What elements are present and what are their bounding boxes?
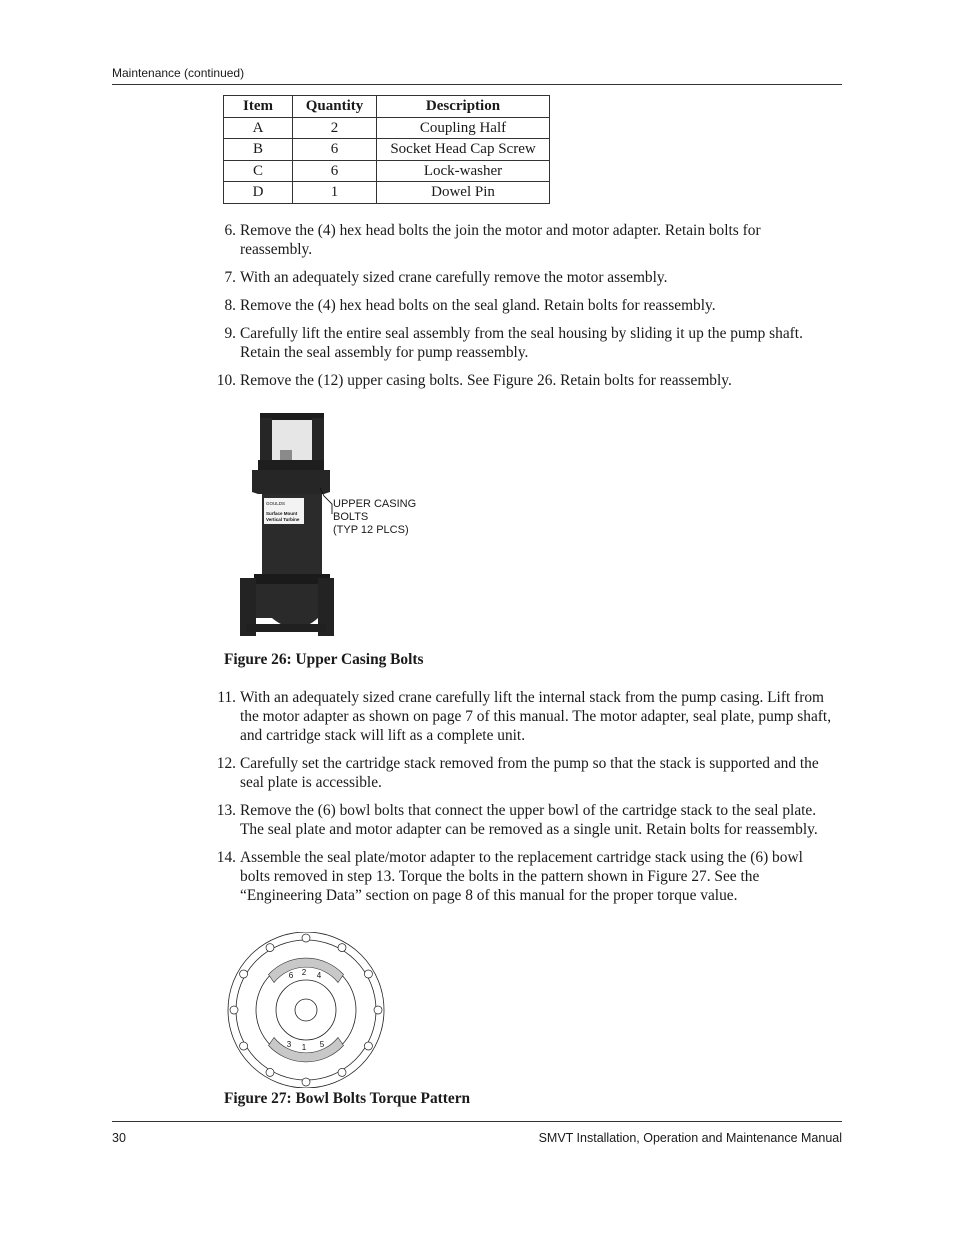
table-cell-item: D <box>224 182 293 204</box>
list-item <box>210 801 835 839</box>
list-item <box>210 221 835 259</box>
table-cell-item: A <box>224 117 293 139</box>
flange-bolt-hole <box>338 944 346 952</box>
header-rule <box>112 84 842 85</box>
step-text: Remove the (4) hex head bolts the join the motor and motor adapter. Retain bolts for reassembly. <box>240 222 761 258</box>
column-header-quantity: Quantity <box>293 96 377 118</box>
bolt-label-3: 3 <box>286 1040 292 1049</box>
step-number: 12. <box>216 755 236 772</box>
table-row <box>224 139 550 161</box>
flange-bolt-hole <box>240 970 248 978</box>
step-text: Carefully set the cartridge stack removed from the pump so that the stack is supported and the seal plate is accessible. <box>240 755 819 791</box>
callout-line: (TYP 12 PLCS) <box>333 524 409 536</box>
step-text: Remove the (4) hex head bolts on the seal gland. Retain bolts for reassembly. <box>240 297 716 314</box>
table-row <box>224 117 550 139</box>
bolt-label-6: 6 <box>288 971 294 980</box>
parts-table <box>223 95 550 204</box>
footer-rule <box>112 1121 842 1122</box>
step-number: 11. <box>217 689 236 706</box>
list-item <box>210 848 835 905</box>
outer-flange-ring <box>228 932 384 1088</box>
page-number: 30 <box>112 1131 126 1145</box>
nameplate-line1: Surface Mount <box>266 511 298 516</box>
bolt-label-2: 2 <box>301 968 307 977</box>
upper-casing-bolts-callout <box>333 498 416 537</box>
shaft-bore <box>295 999 317 1021</box>
step-text: Remove the (6) bowl bolts that connect the upper bowl of the cartridge stack to the seal plate. The seal plate and motor adapter can be removed as a single unit. Retain bolts for reassembly. <box>240 802 818 838</box>
flange-bolt-hole <box>266 1068 274 1076</box>
flange-bolt-hole <box>338 1068 346 1076</box>
table-cell-description: Dowel Pin <box>377 182 550 204</box>
step-number: 13. <box>216 802 236 819</box>
column-header-description: Description <box>377 96 550 118</box>
flange-bolt-hole <box>302 1078 310 1086</box>
inner-ring <box>276 980 336 1040</box>
table-row <box>224 160 550 182</box>
flange-bolt-hole <box>364 1042 372 1050</box>
table-cell-description: Socket Head Cap Screw <box>377 139 550 161</box>
flange-bolt-hole <box>266 944 274 952</box>
step-number: 10. <box>216 372 236 389</box>
list-item <box>210 268 835 287</box>
torque-pattern-diagram <box>225 932 387 1088</box>
pump-photo <box>236 410 336 642</box>
flange-bolt-hole <box>302 934 310 942</box>
figure-26-caption: Figure 26: Upper Casing Bolts <box>224 651 424 668</box>
step-number: 9. <box>224 325 236 342</box>
flange-bolt-hole <box>374 1006 382 1014</box>
nameplate-brand: GOULDS <box>266 501 286 506</box>
table-cell-item: C <box>224 160 293 182</box>
table-header-row <box>224 96 550 118</box>
table-cell-quantity: 2 <box>293 117 377 139</box>
step-number: 7. <box>224 269 236 286</box>
callout-line: BOLTS <box>333 511 369 523</box>
list-item <box>210 296 835 315</box>
table-cell-quantity: 6 <box>293 139 377 161</box>
list-item <box>210 371 835 390</box>
running-head: Maintenance (continued) <box>112 66 245 80</box>
step-number: 8. <box>224 297 236 314</box>
step-number: 6. <box>224 222 236 239</box>
list-item <box>210 754 835 792</box>
table-cell-description: Coupling Half <box>377 117 550 139</box>
step-text: Assemble the seal plate/motor adapter to the replacement cartridge stack using the (6) bowl bolts removed in step 13. Torque the bolts in the pattern shown in Figure 27. See the “Engineering Data” section on page 8 of this manual for the proper torque value. <box>240 849 803 904</box>
footer-title: SMVT Installation, Operation and Maintenance Manual <box>538 1131 842 1145</box>
list-item <box>210 324 835 362</box>
list-item <box>210 688 835 745</box>
step-text: Remove the (12) upper casing bolts. See Figure 26. Retain bolts for reassembly. <box>240 372 732 389</box>
step-text: With an adequately sized crane carefully lift the internal stack from the pump casing. Lift from the motor adapter as shown on page 7 of this manual. The motor adapter, seal plate, pump shaft, and cartridge stack will lift as a complete unit. <box>240 689 832 744</box>
table-cell-description: Lock-washer <box>377 160 550 182</box>
callout-line: UPPER CASING <box>333 498 417 510</box>
flange-bolt-hole <box>364 970 372 978</box>
flange-bolt-hole <box>230 1006 238 1014</box>
step-list-a <box>210 221 835 399</box>
column-header-item: Item <box>224 96 293 118</box>
bolt-label-1: 1 <box>301 1043 307 1052</box>
bolt-label-5: 5 <box>319 1040 325 1049</box>
table-cell-quantity: 1 <box>293 182 377 204</box>
step-text: With an adequately sized crane carefully remove the motor assembly. <box>240 269 668 286</box>
step-number: 14. <box>216 849 236 866</box>
step-list-b <box>210 688 835 914</box>
flange-bolt-hole <box>240 1042 248 1050</box>
figure-27-caption: Figure 27: Bowl Bolts Torque Pattern <box>224 1090 471 1107</box>
nameplate-line2: Vertical Turbine <box>266 517 300 522</box>
step-text: Carefully lift the entire seal assembly from the seal housing by sliding it up the pump shaft. Retain the seal assembly for pump reassembly. <box>240 325 803 361</box>
table-cell-item: B <box>224 139 293 161</box>
table-cell-quantity: 6 <box>293 160 377 182</box>
table-row <box>224 182 550 204</box>
bolt-label-4: 4 <box>316 971 322 980</box>
